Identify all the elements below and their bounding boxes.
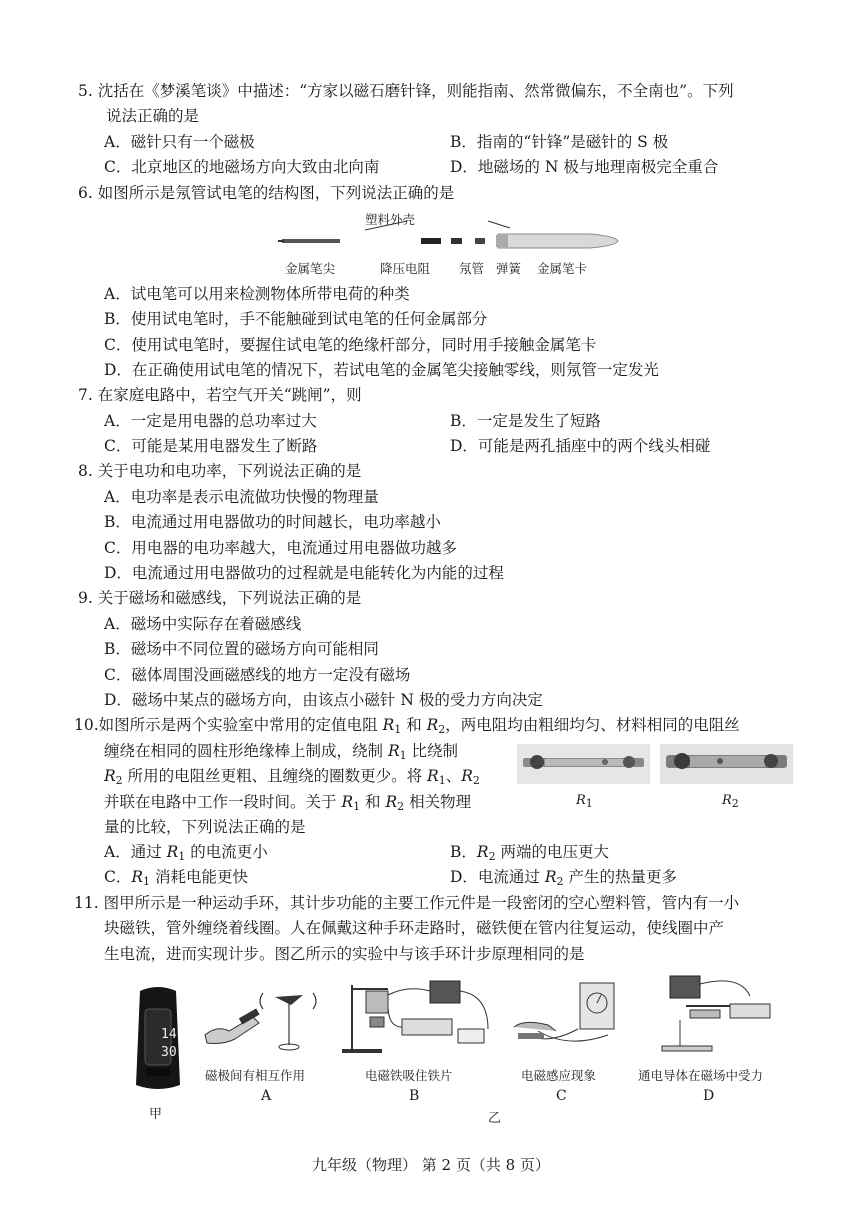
q6-option-b: B．使用试电笔时，手不能触碰到试电笔的任何金属部分 (104, 310, 488, 328)
q10-stem-line5: 量的比较，下列说法正确的是 (104, 818, 306, 836)
q11-stem-line2: 块磁铁，管外缠绕着线圈。人在佩戴这种手环走路时，磁铁便在管内往复运动，使线圈中产 (104, 919, 725, 937)
q11-stem-line1: 11. 图甲所示是一种运动手环，其计步功能的主要工作元件是一段密闭的空心塑料管，管内有一小 (74, 894, 740, 912)
caption-c: 电磁感应现象 (521, 1068, 597, 1083)
q9-option-b: B．磁场中不同位置的磁场方向可能相同 (104, 640, 379, 658)
q7-option-c: C．可能是某用电器发生了断路 (104, 437, 318, 455)
q5-option-b: B．指南的“针锋”是磁针的 S 极 (450, 133, 669, 151)
q7-option-b: B．一定是发生了短路 (450, 412, 601, 430)
r1-caption: $R_1$ (576, 793, 593, 810)
q7-option-d: D．可能是两孔插座中的两个线头相碰 (450, 437, 711, 455)
resistor-r2-photo (660, 744, 793, 784)
label-resistor: 降压电阻 (380, 261, 431, 276)
q8-option-c: C．用电器的电功率越大，电流通过用电器做功越多 (104, 539, 457, 557)
label-plastic-shell: 塑料外壳 (365, 212, 416, 227)
q9-stem: 9. 关于磁场和磁感线，下列说法正确的是 (78, 589, 362, 607)
r2-caption: $R_2$ (722, 793, 739, 810)
watch-time-hour: 14 (161, 1027, 177, 1042)
q8-option-a: A．电功率是表示电流做功快慢的物理量 (104, 488, 379, 506)
q9-option-a: A．磁场中实际存在着磁感线 (104, 615, 302, 633)
letter-a: A (261, 1088, 272, 1104)
q10-option-c: C．$R_1$ 消耗电能更快 (104, 868, 248, 888)
q8-option-b: B．电流通过用电器做功的时间越长，电功率越小 (104, 513, 441, 531)
q6-stem: 6. 如图所示是氖管试电笔的结构图，下列说法正确的是 (78, 184, 455, 202)
letter-c: C (556, 1088, 567, 1104)
q5-stem-line1: 5. 沈括在《梦溪笔谈》中描述：“方家以磁石磨针锋，则能指南、然常微偏东，不全南也”。下列 (78, 82, 734, 100)
q6-option-c: C．使用试电笔时，要握住试电笔的绝缘杆部分，同时用手接触金属笔卡 (104, 336, 597, 354)
q7-stem: 7. 在家庭电路中，若空气开关“跳闸”，则 (78, 386, 362, 404)
label-spring: 弹簧 (496, 261, 522, 276)
caption-d: 通电导体在磁场中受力 (638, 1068, 764, 1083)
q9-option-d: D．磁场中某点的磁场方向，由该点小磁针 N 极的受力方向决定 (104, 691, 543, 709)
q10-stem-line1: 10.如图所示是两个实验室中常用的定值电阻 $R_1$ 和 $R_2$，两电阻均由粗细均匀、材料相同的电阻丝 (74, 716, 740, 736)
q10-option-a: A．通过 $R_1$ 的电流更小 (104, 843, 268, 863)
q5-option-c: C．北京地区的地磁场方向大致由北向南 (104, 158, 380, 176)
experiment-a-image (203, 985, 328, 1055)
q5-option-a: A．磁针只有一个磁极 (104, 133, 255, 151)
label-metal-tip: 金属笔尖 (285, 261, 336, 276)
q10-stem-line3: $R_2$ 所用的电阻丝更粗、且缠绕的圈数更少。将 $R_1$、$R_2$ (104, 767, 480, 787)
resistor-r1-photo (517, 744, 650, 784)
fitness-band-image (118, 983, 198, 1093)
q7-option-a: A．一定是用电器的总功率过大 (104, 412, 317, 430)
q11-stem-line3: 生电流，进而实现计步。图乙所示的实验中与该手环计步原理相同的是 (104, 945, 585, 963)
q9-option-c: C．磁体周围没画磁感线的地方一定没有磁场 (104, 666, 411, 684)
q10-stem-line2: 缠绕在相同的圆柱形绝缘棒上制成，绕制 $R_1$ 比绕制 (104, 742, 459, 762)
experiment-d-image (640, 970, 775, 1055)
label-neon-tube: 氖管 (459, 261, 485, 276)
caption-a: 磁极间有相互作用 (205, 1068, 306, 1083)
caption-b: 电磁铁吸住铁片 (365, 1068, 453, 1083)
q6-option-a: A．试电笔可以用来检测物体所带电荷的种类 (104, 285, 410, 303)
experiment-b-image (338, 975, 498, 1055)
q10-option-b: B．$R_2$ 两端的电压更大 (450, 843, 609, 863)
watch-time-minute: 30 (161, 1045, 177, 1060)
letter-b: B (409, 1088, 420, 1104)
q5-option-d: D．地磁场的 N 极与地理南极完全重合 (450, 158, 719, 176)
q6-option-d: D．在正确使用试电笔的情况下，若试电笔的金属笔尖接触零线，则氖管一定发光 (104, 361, 659, 379)
page-footer: 九年级（物理） 第 2 页（共 8 页） (312, 1156, 550, 1174)
q8-option-d: D．电流通过用电器做功的过程就是电能转化为内能的过程 (104, 564, 504, 582)
q10-option-d: D．电流通过 $R_2$ 产生的热量更多 (450, 868, 677, 888)
q5-stem-line2: 说法正确的是 (106, 107, 200, 125)
q8-stem: 8. 关于电功和电功率，下列说法正确的是 (78, 462, 362, 480)
label-yi: 乙 (488, 1111, 502, 1126)
letter-d: D (703, 1088, 715, 1104)
label-metal-clip: 金属笔卡 (537, 261, 588, 276)
experiment-c-image (508, 975, 626, 1055)
label-jia: 甲 (149, 1107, 163, 1122)
q10-stem-line4: 并联在电路中工作一段时间。关于 $R_1$ 和 $R_2$ 相关物理 (104, 793, 472, 813)
